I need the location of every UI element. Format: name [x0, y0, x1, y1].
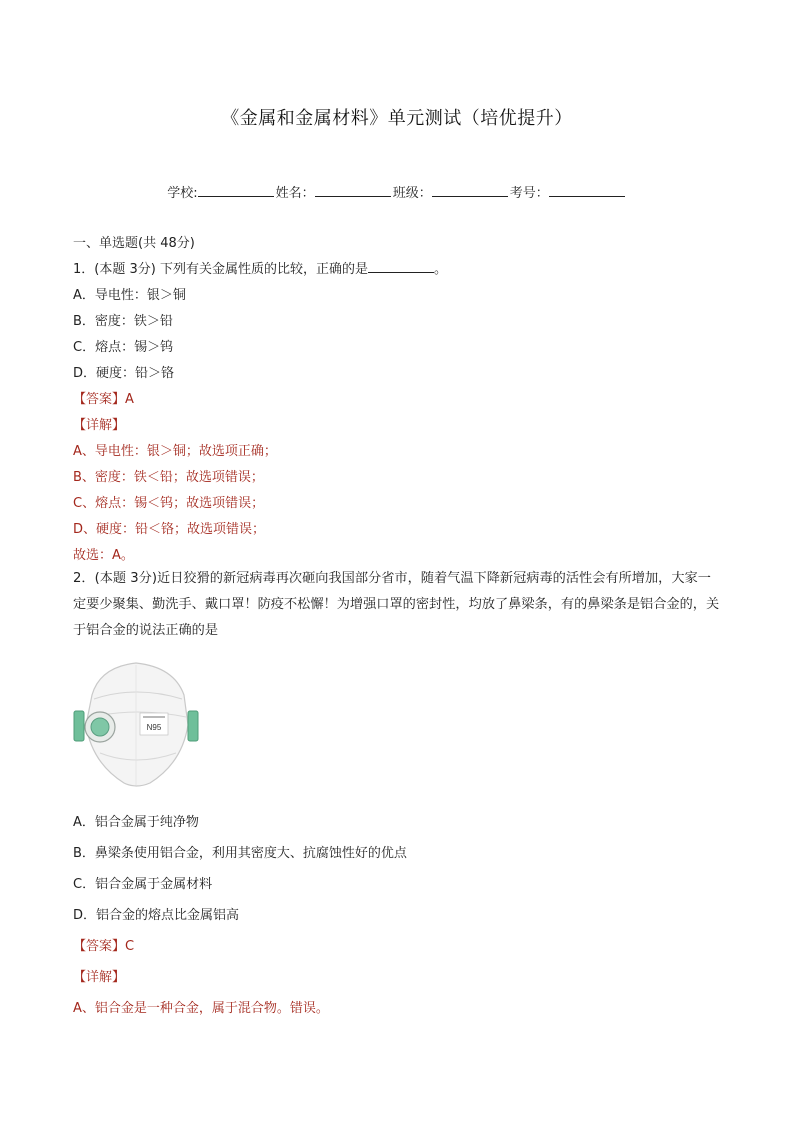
class-blank[interactable] — [432, 184, 508, 197]
q1-explanation-b: B、密度：铁＜铅；故选项错误； — [73, 470, 264, 485]
answer-blank — [368, 260, 434, 273]
q2-option-d: D．铝合金的熔点比金属铝高 — [73, 908, 240, 923]
q2-detail-label: 【详解】 — [73, 970, 126, 985]
student-info-line — [0, 182, 794, 201]
q1-option-b: B．密度：铁＞铅 — [73, 314, 173, 329]
page-title: 《金属和金属材料》单元测试（培优提升） — [221, 108, 573, 129]
school-label: 学校: — [167, 186, 198, 201]
q2-option-b: B．鼻梁条使用铝合金，利用其密度大、抗腐蚀性好的优点 — [73, 846, 407, 861]
mask-label-text: N95 — [146, 723, 162, 732]
school-blank[interactable] — [198, 184, 274, 197]
q1-answer: 【答案】A — [73, 392, 134, 407]
question-2-stem: 2．(本题 3分)近日狡猾的新冠病毒再次砸向我国部分省市，随着气温下降新冠病毒的活性会有所增加，大家一定要少聚集、勤洗手、戴口罩！防疫不松懈！为增强口罩的密封性，均放了鼻梁条，有的鼻梁条是铝合金的，关于铝合金的说法正确的是 — [73, 571, 720, 638]
q2-option-c: C．铝合金属于金属材料 — [73, 877, 213, 892]
question-1-stem-end: 。 — [433, 262, 447, 277]
id-label: 考号： — [509, 186, 549, 201]
question-1-stem — [73, 258, 447, 277]
n95-mask-image — [70, 655, 202, 795]
q1-option-a: A．导电性：银＞铜 — [73, 288, 186, 303]
class-label: 班级： — [392, 186, 432, 201]
name-label: 姓名： — [275, 186, 315, 201]
q2-explanation-a: A、铝合金是一种合金，属于混合物。错误。 — [73, 1001, 329, 1016]
q1-explanation-c: C、熔点：锡＜钨；故选项错误； — [73, 496, 265, 511]
q1-explanation-a: A、导电性：银＞铜；故选项正确； — [73, 444, 277, 459]
q1-explanation-d: D、硬度：铅＜铬；故选项错误； — [73, 522, 266, 537]
q1-detail-label: 【详解】 — [73, 418, 126, 433]
q2-option-a: A．铝合金属于纯净物 — [73, 815, 199, 830]
id-blank[interactable] — [549, 184, 625, 197]
question-1-stem-text: 1．(本题 3分) 下列有关金属性质的比较，正确的是 — [73, 262, 368, 277]
name-blank[interactable] — [315, 184, 391, 197]
section-heading: 一、单选题(共 48分) — [73, 236, 195, 251]
q1-conclusion: 故选：A。 — [73, 548, 134, 563]
q1-option-d: D．硬度：铅＞铬 — [73, 366, 175, 381]
q2-answer: 【答案】C — [73, 939, 135, 954]
q1-option-c: C．熔点：锡＞钨 — [73, 340, 174, 355]
